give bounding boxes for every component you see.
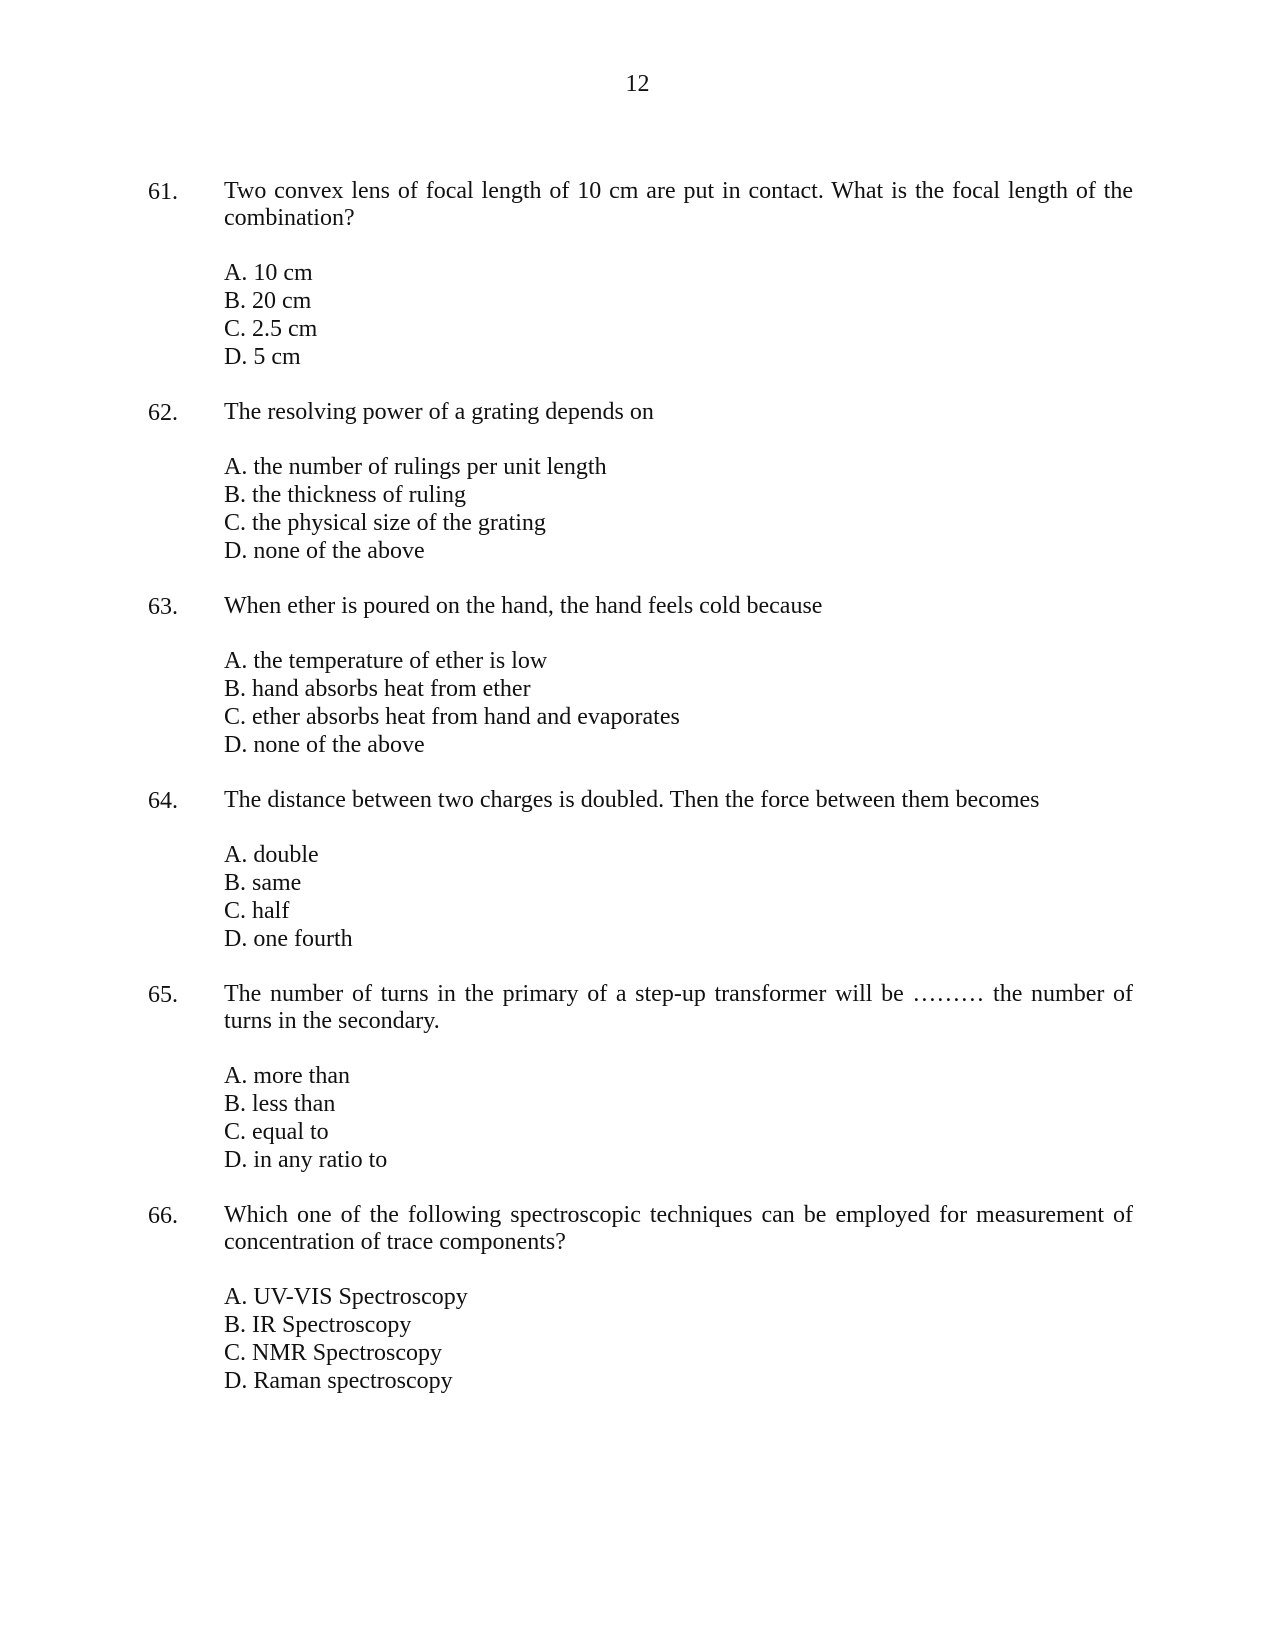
option-d: D. one fourth — [224, 926, 353, 952]
question-text: Two convex lens of focal length of 10 cm are put in contact. What is the focal length of the combination? — [224, 178, 1133, 231]
option-c: C. 2.5 cm — [224, 316, 318, 342]
question-66 — [148, 1202, 1133, 1395]
question-text: The number of turns in the primary of a step-up transformer will be ……… the number of turns in the secondary. — [224, 981, 1133, 1034]
page-number: 12 — [625, 71, 650, 97]
question-text: The resolving power of a grating depends on — [224, 399, 654, 425]
question-body — [224, 787, 1133, 953]
question-61 — [148, 178, 1133, 371]
option-b: B. same — [224, 870, 302, 896]
option-b: B. less than — [224, 1091, 336, 1117]
question-number: 63. — [148, 594, 178, 620]
option-b: B. hand absorbs heat from ether — [224, 676, 531, 702]
question-body — [224, 981, 1133, 1174]
question-body — [224, 1202, 1133, 1395]
option-c: C. equal to — [224, 1119, 329, 1145]
question-body — [224, 593, 1133, 759]
question-number: 62. — [148, 400, 178, 426]
option-d: D. none of the above — [224, 538, 425, 564]
question-number: 65. — [148, 982, 178, 1008]
question-number: 61. — [148, 179, 178, 205]
option-d: D. in any ratio to — [224, 1147, 388, 1173]
option-d: D. none of the above — [224, 732, 425, 758]
option-b: B. the thickness of ruling — [224, 482, 466, 508]
question-text: When ether is poured on the hand, the hand feels cold because — [224, 593, 823, 619]
option-c: C. the physical size of the grating — [224, 510, 546, 536]
question-63 — [148, 593, 1133, 759]
question-number: 66. — [148, 1203, 178, 1229]
question-65 — [148, 981, 1133, 1174]
question-number: 64. — [148, 788, 178, 814]
option-c: C. ether absorbs heat from hand and evaporates — [224, 704, 680, 730]
option-c: C. half — [224, 898, 290, 924]
option-a: A. more than — [224, 1063, 350, 1089]
question-body — [224, 178, 1133, 371]
option-a: A. the temperature of ether is low — [224, 648, 548, 674]
question-62 — [148, 399, 1133, 565]
option-b: B. IR Spectroscopy — [224, 1312, 412, 1338]
option-a: A. UV-VIS Spectroscopy — [224, 1284, 468, 1310]
option-a: A. 10 cm — [224, 260, 313, 286]
option-c: C. NMR Spectroscopy — [224, 1340, 442, 1366]
option-a: A. the number of rulings per unit length — [224, 454, 607, 480]
question-text: Which one of the following spectroscopic techniques can be employed for measurement of concentration of trace components? — [224, 1202, 1133, 1255]
question-text: The distance between two charges is doubled. Then the force between them becomes — [224, 787, 1040, 813]
question-64 — [148, 787, 1133, 953]
option-b: B. 20 cm — [224, 288, 312, 314]
question-body — [224, 399, 1133, 565]
option-d: D. Raman spectroscopy — [224, 1368, 453, 1394]
question-list — [148, 178, 1133, 1423]
option-a: A. double — [224, 842, 319, 868]
option-d: D. 5 cm — [224, 344, 301, 370]
